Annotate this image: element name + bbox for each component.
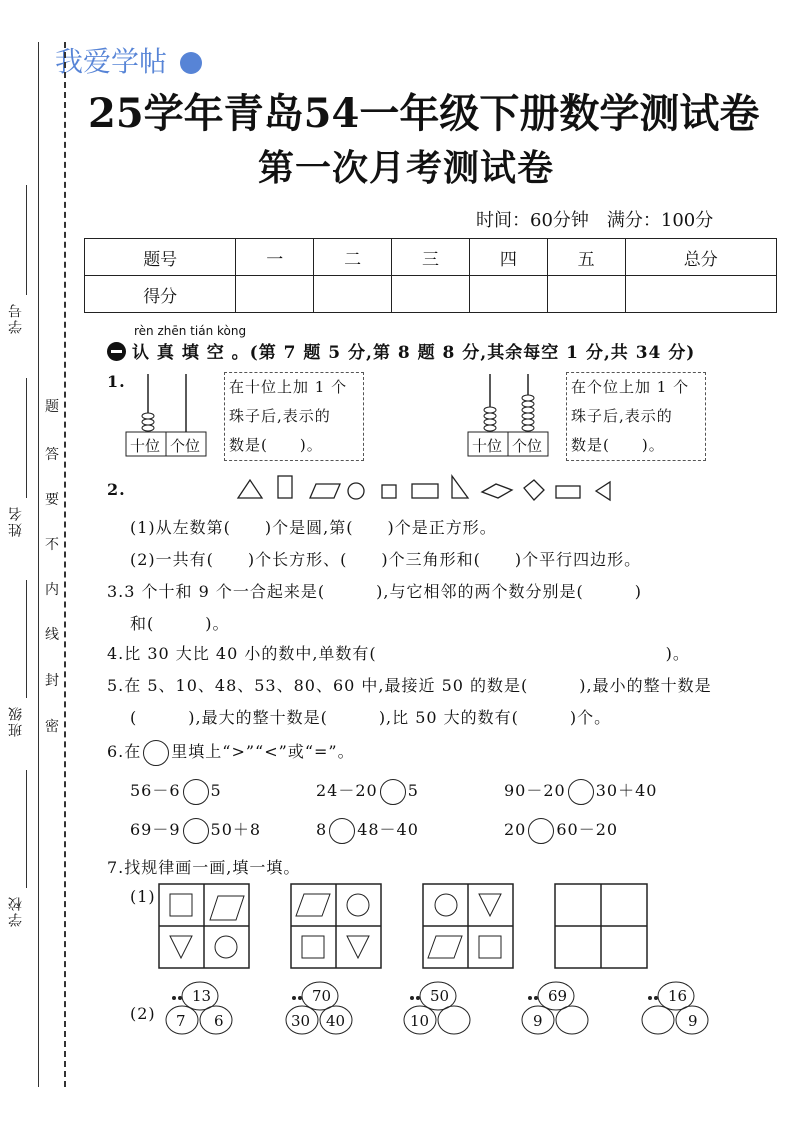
compare-right: 50＋8 [210, 820, 262, 839]
score-input-cell[interactable] [625, 276, 776, 313]
class-blank [26, 580, 27, 698]
table-cell: 三 [392, 239, 470, 276]
q6-prefix: 6.在 [107, 742, 142, 761]
box-line: 珠子后,表示的 [229, 407, 331, 425]
binding-line [38, 42, 39, 1087]
section-heading: 认 真 填 空 。(第 7 题 5 分,第 8 题 8 分,其余每空 1 分,共 34 分) [132, 343, 696, 363]
score-input-cell[interactable] [469, 276, 547, 313]
q3-line2: 和( )。 [130, 614, 230, 633]
clover-left: 9 [533, 1012, 543, 1030]
box-line: 数是( )。 [571, 436, 665, 454]
compare-left: 24－20 [316, 781, 378, 800]
score-table [84, 238, 777, 313]
section-number-badge [107, 342, 126, 361]
name-label: 姓名 [8, 505, 24, 537]
compare-answer-circle[interactable] [380, 779, 406, 805]
table-cell: 题号 [85, 239, 236, 276]
table-cell: 二 [314, 239, 392, 276]
seal-char: 封 [45, 673, 59, 689]
score-input-cell[interactable] [392, 276, 470, 313]
section-pinyin: rèn zhēn tián kòng [134, 324, 247, 338]
seal-char: 答 [45, 447, 59, 463]
triangle-shape [452, 476, 468, 498]
shapes-row [232, 472, 622, 506]
q1-left-box [224, 372, 364, 461]
clover [280, 978, 360, 1038]
parallelogram-shape [482, 484, 512, 498]
tens-label: 十位 [472, 437, 503, 455]
name-blank [26, 378, 27, 498]
student-id-blank [26, 185, 27, 295]
clover-top: 13 [192, 987, 212, 1005]
q1-number: 1. [107, 372, 126, 391]
school-label: 学校 [8, 895, 24, 927]
q6-heading [107, 739, 355, 766]
clover-top: 50 [430, 987, 450, 1005]
compare-right: 48－40 [357, 820, 419, 839]
box-line: 数是( )。 [229, 436, 323, 454]
pattern-grid [423, 884, 513, 968]
seal-char: 内 [45, 582, 59, 598]
clover-left: 30 [291, 1012, 311, 1030]
q3-line1: 3.3 个十和 9 个一合起来是( ),与它相邻的两个数分别是( ) [107, 582, 642, 601]
q2-sub1: (1)从左数第( )个是圆,第( )个是正方形。 [130, 518, 497, 537]
clover-right: 40 [326, 1012, 346, 1030]
seal-char: 不 [45, 537, 59, 553]
rectangle-shape [412, 484, 438, 498]
q7-sub2-label: (2) [130, 1004, 156, 1023]
q2-sub2: (2)一共有( )个长方形、( )个三角形和( )个平行四边形。 [130, 550, 642, 569]
q7-sub1-label: (1) [130, 887, 156, 906]
seal-char: 密 [45, 719, 59, 735]
compare-right: 30＋40 [595, 781, 658, 800]
square-shape [524, 480, 544, 500]
compare-answer-circle[interactable] [568, 779, 594, 805]
compare-item [316, 778, 419, 805]
table-cell: 总分 [625, 239, 776, 276]
seal-char: 题 [45, 399, 59, 415]
compare-item [130, 778, 222, 805]
school-blank [26, 770, 27, 888]
seal-char: 线 [45, 627, 59, 643]
compare-left: 8 [316, 820, 328, 839]
compare-right: 5 [210, 781, 222, 800]
box-line: 珠子后,表示的 [571, 407, 673, 425]
box-line: 在个位上加 1 个 [571, 378, 690, 396]
clover [398, 978, 478, 1038]
pattern-grids [158, 882, 678, 970]
clover [160, 978, 240, 1038]
square-shape [382, 485, 396, 498]
score-input-cell[interactable] [314, 276, 392, 313]
student-id-label: 学号 [8, 302, 24, 334]
compare-circle-icon [143, 740, 169, 766]
table-cell: 得分 [85, 276, 236, 313]
compare-item [504, 778, 657, 805]
ones-label: 个位 [170, 437, 201, 455]
score-input-cell[interactable] [236, 276, 314, 313]
class-label: 班级 [8, 705, 24, 737]
compare-answer-circle[interactable] [329, 818, 355, 844]
triangle-shape [238, 480, 262, 498]
q5-line1: 5.在 5、10、48、53、80、60 中,最接近 50 的数是( ),最小的整十数是 [107, 676, 712, 695]
time-info: 时间：60分钟 满分：100分 [476, 210, 714, 231]
clover-right: 6 [214, 1012, 224, 1030]
circle-shape [348, 483, 364, 499]
clover-top: 70 [312, 987, 332, 1005]
q5-line2: ( ),最大的整十数是( ),比 50 大的数有( )个。 [130, 708, 612, 727]
q2-number: 2. [107, 480, 126, 499]
table-cell: 五 [547, 239, 625, 276]
table-cell: 一 [236, 239, 314, 276]
clover-left: 10 [410, 1012, 430, 1030]
pattern-grid-answer [555, 884, 647, 968]
table-cell: 四 [469, 239, 547, 276]
q7-heading: 7.找规律画一画,填一填。 [107, 858, 301, 877]
compare-item [316, 817, 419, 844]
pattern-grid [291, 884, 381, 968]
compare-left: 20 [504, 820, 527, 839]
compare-item [504, 817, 618, 844]
clover [636, 978, 716, 1038]
tens-label: 十位 [130, 437, 161, 455]
watermark-logo [55, 40, 202, 80]
score-table-score-row [85, 276, 777, 313]
page-title: 25学年青岛54一年级下册数学测试卷 [88, 90, 760, 137]
compare-left: 90－20 [504, 781, 566, 800]
q6-suffix: 里填上“>”“<”或“=”。 [171, 742, 355, 761]
clover [516, 978, 596, 1038]
compare-left: 69－9 [130, 820, 181, 839]
compare-item [130, 817, 261, 844]
q1-right-box [566, 372, 706, 461]
compare-answer-circle[interactable] [528, 818, 554, 844]
ones-label: 个位 [512, 437, 543, 455]
compare-right: 60－20 [556, 820, 619, 839]
clover-right: 9 [688, 1012, 698, 1030]
compare-answer-circle[interactable] [183, 779, 209, 805]
score-input-cell[interactable] [547, 276, 625, 313]
rectangle-shape [556, 486, 580, 498]
box-line: 在十位上加 1 个 [229, 378, 348, 396]
clover-top: 16 [668, 987, 688, 1005]
seal-char: 要 [45, 492, 59, 508]
score-table-header-row [85, 239, 777, 276]
page-subtitle: 第一次月考测试卷 [258, 147, 555, 189]
compare-answer-circle[interactable] [183, 818, 209, 844]
q4-line: 4.比 30 大比 40 小的数中,单数有( )。 [107, 644, 690, 663]
clover-left: 7 [176, 1012, 186, 1030]
watermark-text: 我爱学帖 [55, 45, 168, 78]
clover-top: 69 [548, 987, 568, 1005]
parallelogram-shape [310, 484, 340, 498]
compare-right: 5 [407, 781, 419, 800]
binding-dashed-line [64, 42, 66, 1087]
pattern-grid [159, 884, 249, 968]
triangle-shape [596, 482, 610, 500]
compare-left: 56－6 [130, 781, 181, 800]
rectangle-shape [278, 476, 292, 498]
watermark-icon [180, 52, 202, 74]
